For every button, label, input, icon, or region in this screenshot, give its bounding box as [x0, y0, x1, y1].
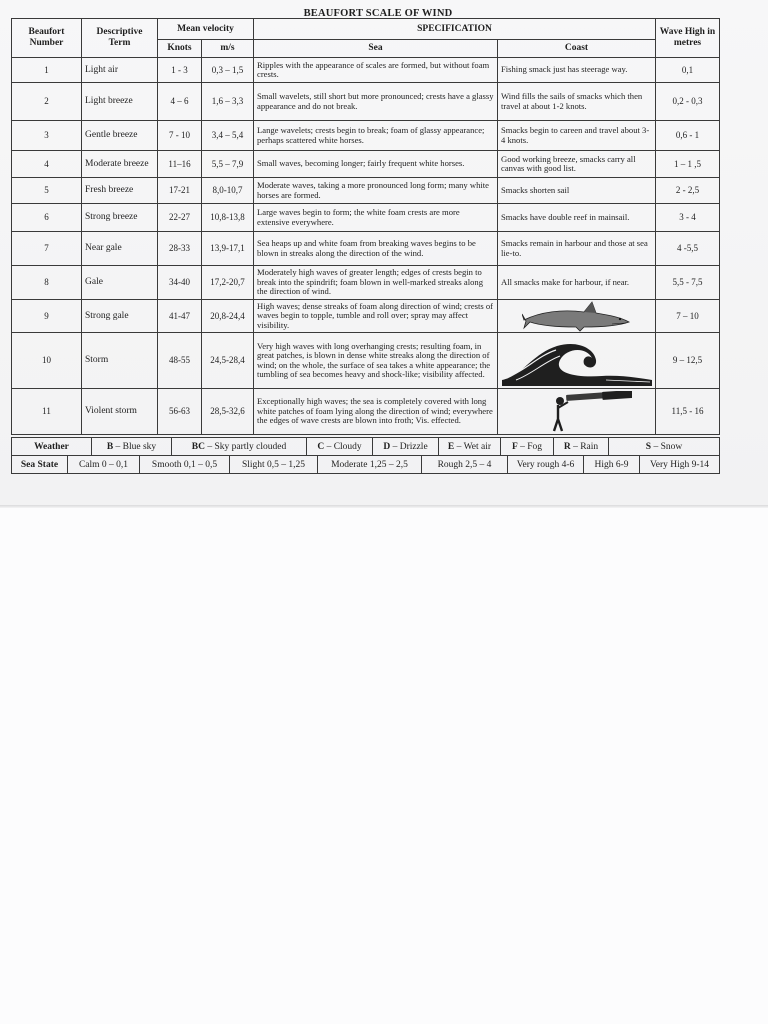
descriptive-term: Fresh breeze	[82, 178, 158, 204]
beaufort-number: 11	[12, 389, 82, 435]
weather-legend	[11, 437, 720, 456]
blank-page-area	[0, 508, 768, 1024]
descriptive-term: Strong gale	[82, 300, 158, 333]
descriptive-term: Near gale	[82, 232, 158, 266]
beaufort-number: 9	[12, 300, 82, 333]
weather-item: S – Snow	[609, 438, 720, 456]
ms-value: 8,0-10,7	[202, 178, 254, 204]
table-row	[12, 178, 720, 204]
sea-description: Very high waves with long overhanging crests; resulting foam, in great patches, is blown in dense white streaks along the direction of wind; on the whole, the surface of sea takes a white appearance; the tumbling of sea becomes heavy and shock-like; visibility affected.	[254, 333, 498, 389]
header-sea: Sea	[254, 40, 498, 58]
descriptive-term: Gentle breeze	[82, 121, 158, 151]
beaufort-number: 8	[12, 266, 82, 300]
weather-item: F – Fog	[501, 438, 554, 456]
sea-state-item: Slight 0,5 – 1,25	[230, 456, 318, 474]
wave-height: 3 - 4	[656, 204, 720, 232]
beaufort-number: 10	[12, 333, 82, 389]
breaking-wave-icon	[502, 336, 652, 386]
ms-value: 3,4 – 5,4	[202, 121, 254, 151]
sea-state-item: Rough 2,5 – 4	[422, 456, 508, 474]
beaufort-table	[11, 18, 720, 435]
sea-description: Moderate waves, taking a more pronounced long form; many white horses are formed.	[254, 178, 498, 204]
wave-height: 4 -5,5	[656, 232, 720, 266]
header-ms: m/s	[202, 40, 254, 58]
sea-description: Exceptionally high waves; the sea is completely covered with long white patches of foam lying along the direction of wind; everywhere the edges of wave crests are blown into froth; Vis. effected.	[254, 389, 498, 435]
table-row	[12, 121, 720, 151]
knots-value: 28-33	[158, 232, 202, 266]
header-wave-high: Wave High in metres	[656, 19, 720, 58]
sea-state-item: Very High 9-14	[640, 456, 720, 474]
header-mean-velocity: Mean velocity	[158, 19, 254, 40]
table-row	[12, 300, 720, 333]
wave-height: 2 - 2,5	[656, 178, 720, 204]
coast-description: Wind fills the sails of smacks which then travel at about 1-2 knots.	[498, 83, 656, 121]
table-row	[12, 266, 720, 300]
knots-value: 22-27	[158, 204, 202, 232]
weather-item: BC – Sky partly clouded	[172, 438, 307, 456]
sea-state-item: Calm 0 – 0,1	[68, 456, 140, 474]
beaufort-number: 7	[12, 232, 82, 266]
weather-item: C – Cloudy	[307, 438, 373, 456]
beaufort-number: 4	[12, 151, 82, 178]
knots-value: 7 - 10	[158, 121, 202, 151]
knots-value: 56-63	[158, 389, 202, 435]
table-row	[12, 389, 720, 435]
coast-description: Good working breeze, smacks carry all canvas with good list.	[498, 151, 656, 178]
descriptive-term: Moderate breeze	[82, 151, 158, 178]
sea-description: High waves; dense streaks of foam along direction of wind; crests of waves begin to topple, tumble and roll over; spray may affect visibility.	[254, 300, 498, 333]
beaufort-number: 1	[12, 58, 82, 83]
sea-state-row	[12, 456, 720, 474]
page-title: BEAUFORT SCALE OF WIND	[303, 8, 453, 19]
ms-value: 1,6 – 3,3	[202, 83, 254, 121]
ms-value: 28,5-32,6	[202, 389, 254, 435]
ms-value: 20,8-24,4	[202, 300, 254, 333]
coast-description: Fishing smack just has steerage way.	[498, 58, 656, 83]
header-knots: Knots	[158, 40, 202, 58]
sea-description: Small waves, becoming longer; fairly frequent white horses.	[254, 151, 498, 178]
weather-item: R – Rain	[554, 438, 609, 456]
knots-value: 17-21	[158, 178, 202, 204]
wave-height: 5,5 - 7,5	[656, 266, 720, 300]
weather-item: B – Blue sky	[92, 438, 172, 456]
beaufort-number: 6	[12, 204, 82, 232]
sea-state-item: High 6-9	[584, 456, 640, 474]
sea-description: Lange wavelets; crests begin to break; foam of glassy appearance; perhaps scattered white horses.	[254, 121, 498, 151]
knots-value: 1 - 3	[158, 58, 202, 83]
coast-description: Smacks have double reef in mainsail.	[498, 204, 656, 232]
descriptive-term: Light breeze	[82, 83, 158, 121]
header-beaufort-number: Beaufort Number	[12, 19, 82, 58]
sea-state-item: Very rough 4-6	[508, 456, 584, 474]
knots-value: 41-47	[158, 300, 202, 333]
sea-description: Sea heaps up and white foam from breaking waves begins to be blown in streaks along the direction of the wind.	[254, 232, 498, 266]
sea-state-item: Moderate 1,25 – 2,5	[318, 456, 422, 474]
wave-height: 0,1	[656, 58, 720, 83]
header-specification: SPECIFICATION	[254, 19, 656, 40]
descriptive-term: Storm	[82, 333, 158, 389]
weather-label: Weather	[12, 438, 92, 456]
sea-description: Large waves begin to form; the white foam crests are more extensive everywhere.	[254, 204, 498, 232]
descriptive-term: Violent storm	[82, 389, 158, 435]
coast-description: Smacks remain in harbour and those at sea lie-to.	[498, 232, 656, 266]
wave-height: 11,5 - 16	[656, 389, 720, 435]
weather-item: D – Drizzle	[373, 438, 439, 456]
sea-state-legend	[11, 455, 720, 474]
ms-value: 13,9-17,1	[202, 232, 254, 266]
table-row	[12, 83, 720, 121]
weather-item: E – Wet air	[439, 438, 501, 456]
ms-value: 5,5 – 7,9	[202, 151, 254, 178]
ms-value: 0,3 – 1,5	[202, 58, 254, 83]
header-coast: Coast	[498, 40, 656, 58]
shark-illustration	[498, 300, 656, 333]
beaufort-number: 2	[12, 83, 82, 121]
descriptive-term: Strong breeze	[82, 204, 158, 232]
wave-height: 1 – 1 ,5	[656, 151, 720, 178]
header-descriptive-term: Descriptive Term	[82, 19, 158, 58]
shark-icon	[522, 300, 632, 332]
table-row	[12, 333, 720, 389]
knots-value: 4 – 6	[158, 83, 202, 121]
wave-illustration	[498, 333, 656, 389]
ms-value: 10,8-13,8	[202, 204, 254, 232]
table-row	[12, 58, 720, 83]
coast-description: All smacks make for harbour, if near.	[498, 266, 656, 300]
coast-description: Smacks shorten sail	[498, 178, 656, 204]
knots-value: 11–16	[158, 151, 202, 178]
coast-description: Smacks begin to careen and travel about 3-4 knots.	[498, 121, 656, 151]
weather-row	[12, 438, 720, 456]
ms-value: 17,2-20,7	[202, 266, 254, 300]
beaufort-number: 3	[12, 121, 82, 151]
sea-description: Ripples with the appearance of scales are formed, but without foam crests.	[254, 58, 498, 83]
sea-description: Small wavelets, still short but more pronounced; crests have a glassy appearance and do not break.	[254, 83, 498, 121]
table-row	[12, 232, 720, 266]
descriptive-term: Gale	[82, 266, 158, 300]
knots-value: 34-40	[158, 266, 202, 300]
wave-height: 7 – 10	[656, 300, 720, 333]
wave-height: 0,6 - 1	[656, 121, 720, 151]
person-with-telescope-icon	[522, 391, 632, 433]
sea-state-item: Smooth 0,1 – 0,5	[140, 456, 230, 474]
table-row	[12, 204, 720, 232]
descriptive-term: Light air	[82, 58, 158, 83]
knots-value: 48-55	[158, 333, 202, 389]
beaufort-number: 5	[12, 178, 82, 204]
table-row	[12, 151, 720, 178]
telescope-illustration	[498, 389, 656, 435]
wave-height: 0,2 - 0,3	[656, 83, 720, 121]
sea-state-label: Sea State	[12, 456, 68, 474]
ms-value: 24,5-28,4	[202, 333, 254, 389]
wave-height: 9 – 12,5	[656, 333, 720, 389]
sea-description: Moderately high waves of greater length; edges of crests begin to break into the spindrift; foam blown in well-marked streaks along the direction of wind.	[254, 266, 498, 300]
